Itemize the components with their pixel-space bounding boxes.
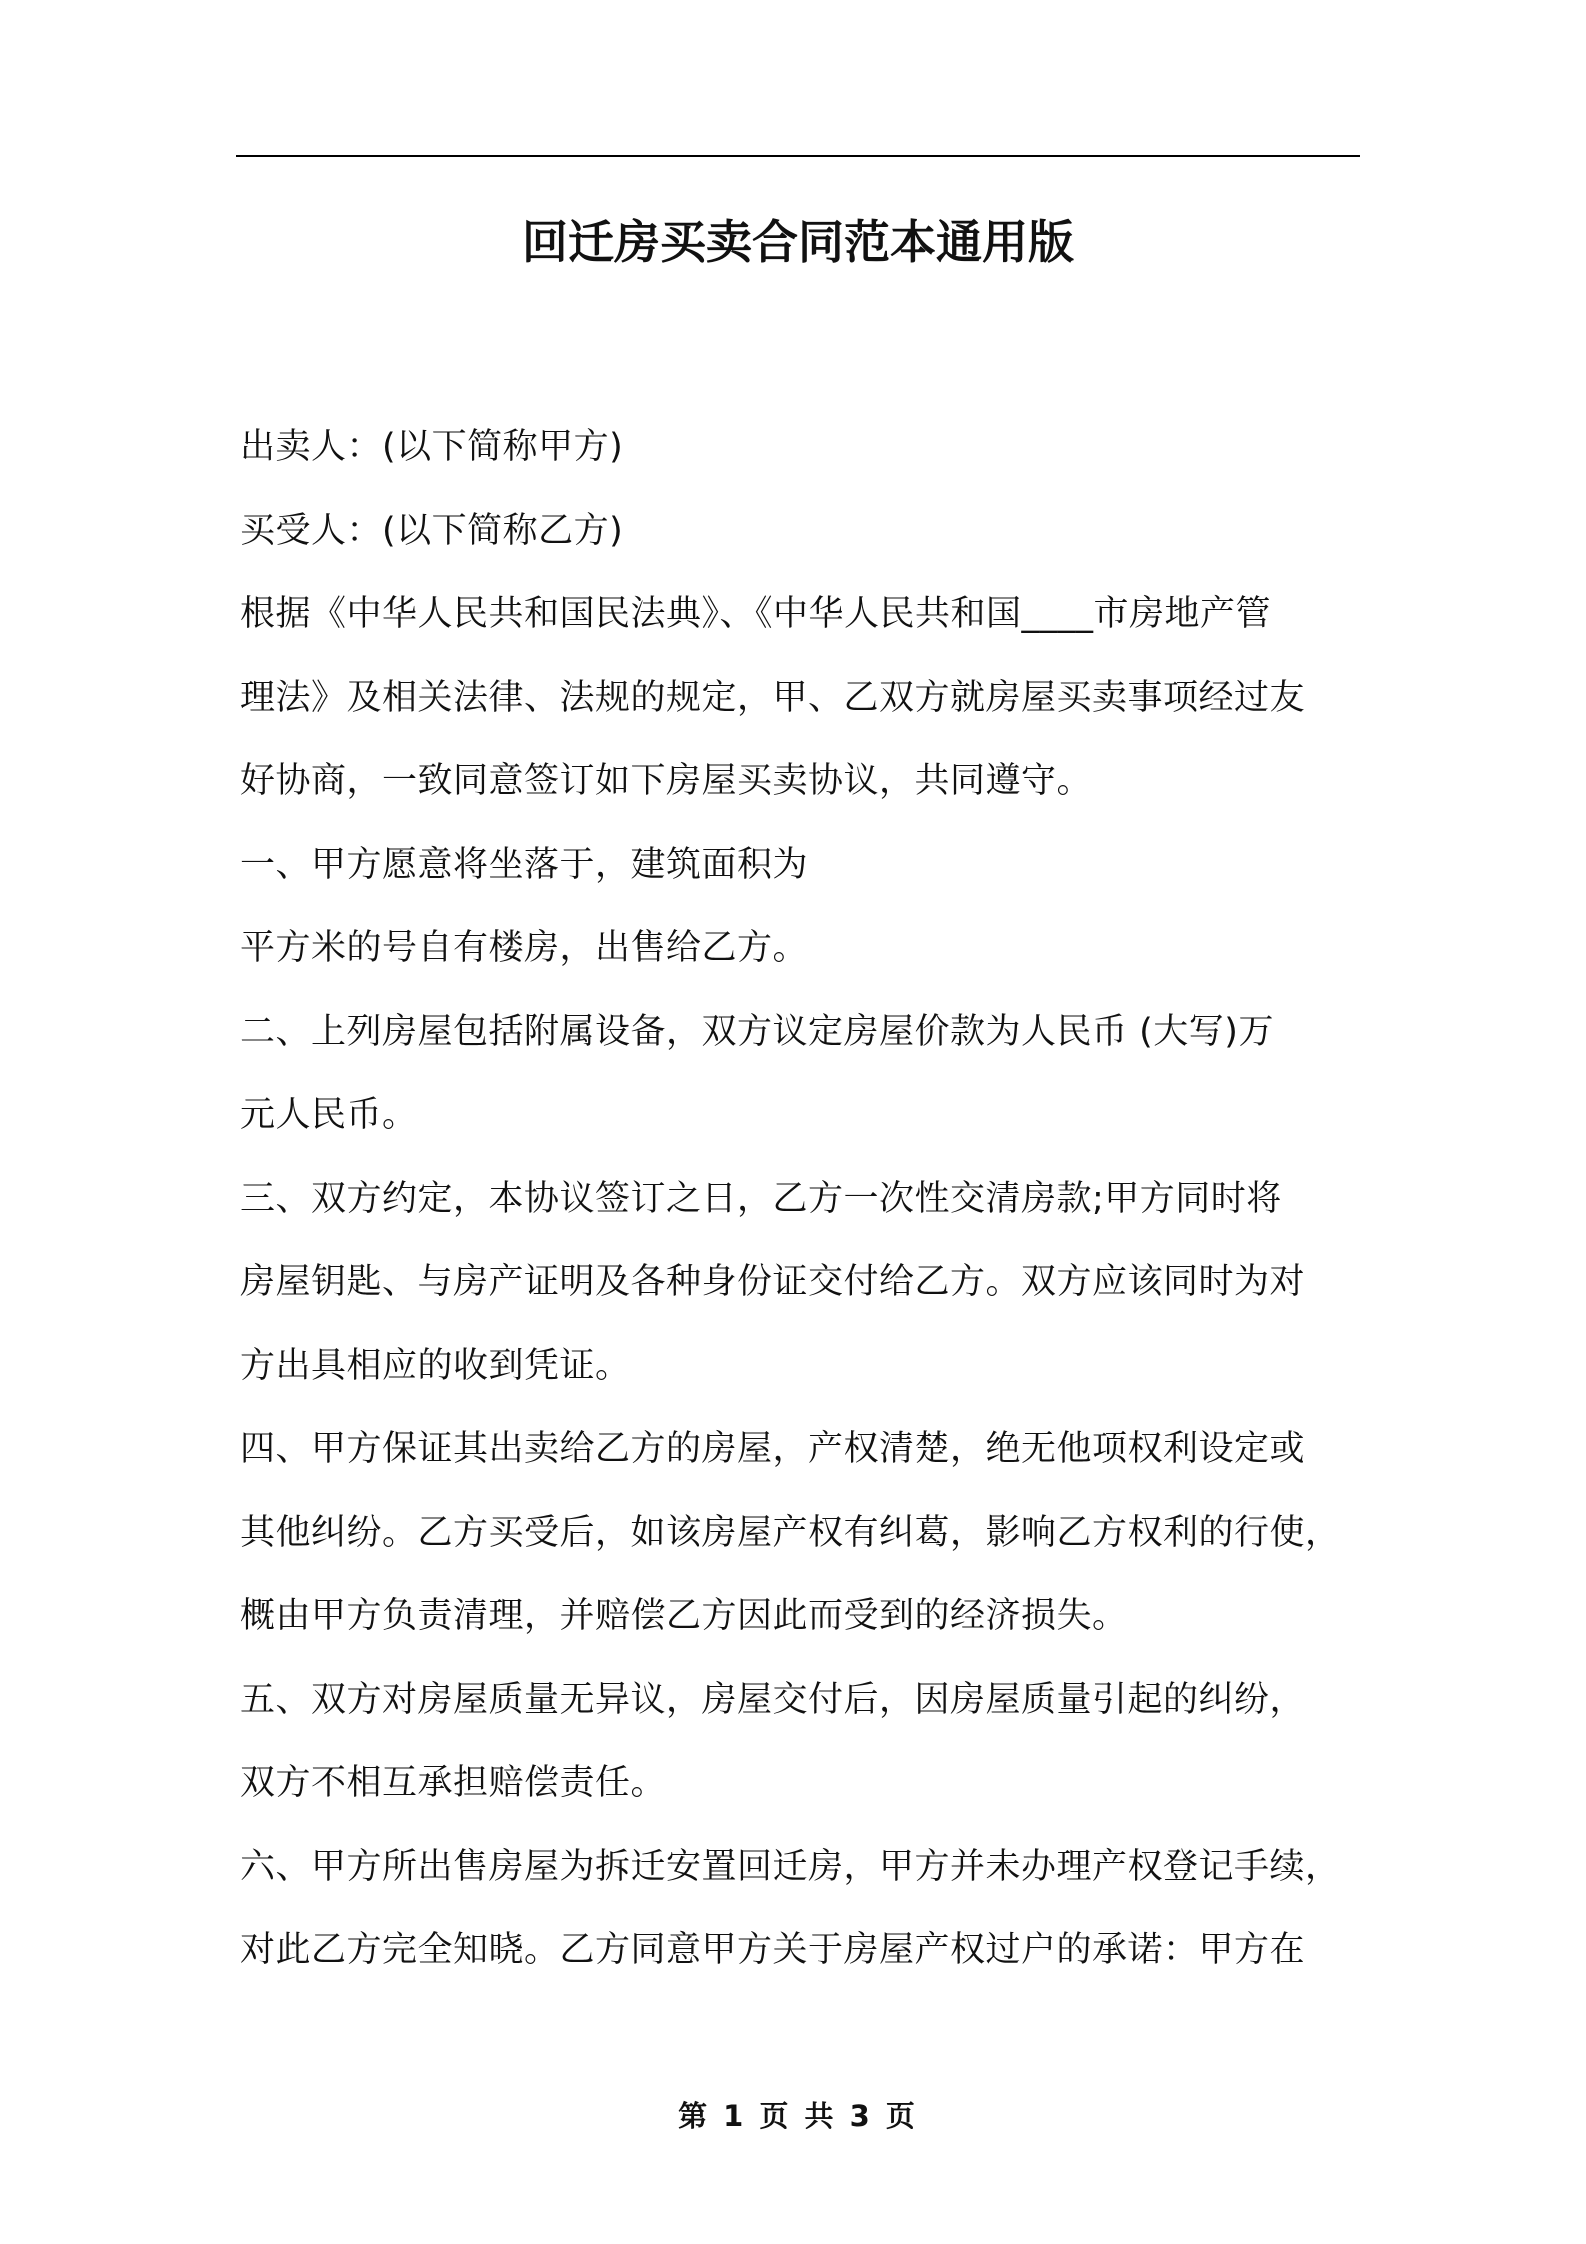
- body-line: 元人民币。: [240, 1095, 418, 1135]
- body-line: 五、双方对房屋质量无异议，房屋交付后，因房屋质量引起的纠纷，: [240, 1679, 1306, 1720]
- body-line: 双方不相互承担赔偿责任。: [240, 1763, 667, 1803]
- body-line: 概由甲方负责清理，并赔偿乙方因此而受到的经济损失。: [240, 1596, 1128, 1636]
- body-line: 二、上列房屋包括附属设备，双方议定房屋价款为人民币 (大写)万: [240, 1011, 1274, 1052]
- body-line: 其他纠纷。乙方买受后，如该房屋产权有纠葛，影响乙方权利的行使，: [240, 1512, 1341, 1553]
- header-rule: [236, 155, 1360, 157]
- body-line: 对此乙方完全知晓。乙方同意甲方关于房屋产权过户的承诺：甲方在: [240, 1930, 1306, 1970]
- body-line: 三、双方约定，本协议签订之日，乙方一次性交清房款;甲方同时将: [240, 1178, 1282, 1219]
- document-body: [240, 406, 1366, 1993]
- body-line: 理法》及相关法律、法规的规定，甲、乙双方就房屋买卖事项经过友: [240, 677, 1306, 718]
- body-line: 房屋钥匙、与房产证明及各种身份证交付给乙方。双方应该同时为对: [240, 1262, 1306, 1302]
- page-number: 第 1 页 共 3 页: [678, 2099, 918, 2133]
- body-line: 根据《中华人民共和国民法典》、《中华人民共和国____市房地产管: [240, 594, 1272, 634]
- body-line: 方出具相应的收到凭证。: [240, 1345, 631, 1386]
- body-line: 出卖人：(以下简称甲方): [240, 427, 624, 467]
- body-line: 好协商，一致同意签订如下房屋买卖协议，共同遵守。: [240, 761, 1093, 801]
- body-line: 一、甲方愿意将坐落于，建筑面积为: [240, 844, 809, 885]
- body-line: 四、甲方保证其出卖给乙方的房屋，产权清楚，绝无他项权利设定或: [240, 1429, 1306, 1469]
- document-title: 回迁房买卖合同范本通用版: [522, 215, 1074, 269]
- body-line: 六、甲方所出售房屋为拆迁安置回迁房，甲方并未办理产权登记手续，: [240, 1846, 1341, 1887]
- body-line: 买受人：(以下简称乙方): [240, 510, 624, 551]
- body-line: 平方米的号自有楼房，出售给乙方。: [240, 928, 809, 968]
